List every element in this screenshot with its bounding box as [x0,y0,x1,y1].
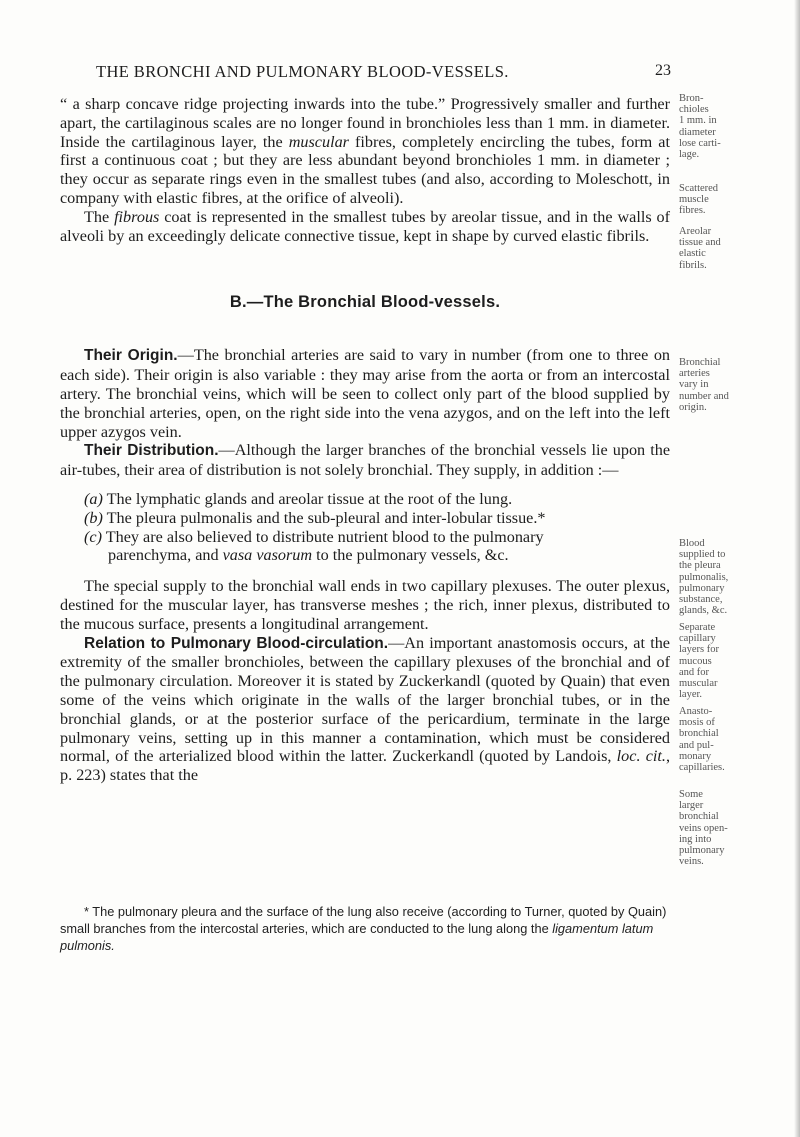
list-item-continuation: parenchyma, and vasa vasorum to the pulmonary vessels, &c. [108,546,509,565]
sidenote-bronchioles: Bron- chioles 1 mm. in diameter lose carti- lage. [679,93,721,161]
paragraph-cartilage: “ a sharp concave ridge projecting inwards into the tube.” Progressively smaller and further apart, the cartilaginous scales are no longer found in bronchioles less than 1 mm. in diameter. Inside the cartilaginous layer, the muscular fibres, completely encircling the tubes, form at first a continuous coat ; but they are less abundant beyond bronchioles 1 mm. in diameter ; they occur as separate rings even in the smallest tubes (and also, according to Moleschott, in company with elastic fibres, at the orifice of alveoli). [60,95,670,207]
paragraph-capillary-plexuses: The special supply to the bronchial wall ends in two capillary plexuses. The outer plexus, destined for the muscular layer, has transverse meshes ; the rich, inner plexus, distributed to the mucous surface, presents a longitudinal arrangement. [60,577,670,633]
sidenote-veins: Some larger bronchial veins open- ing into pulmonary veins. [679,789,728,868]
running-header [0,62,800,86]
sidenote-capillary: Separate capillary layers for mucous and for muscular layer. [679,622,719,701]
paragraph-relation: Relation to Pulmonary Blood-circulation.—An important anastomosis occurs, at the extremity of the smaller bronchioles, between the capillary plexuses of the bronchial and of the pulmonary circulation. Moreover it is stated by Zuckerkandl (quoted by Quain) that even some of the veins which originate in the walls of the larger bronchial tubes, or in the bronchial glands, or at the posterior surface of the pericardium, terminate in the large pulmonary veins, setting up in this manner a contamination, which must be considered normal, of the arterialized blood within the latter. Zuckerkandl (quoted by Landois, loc. cit., p. 223) states that the [60,633,670,785]
list-item: (c) They are also believed to distribute nutrient blood to the pulmonary [84,527,544,546]
paragraph-fibrous-coat: The fibrous coat is represented in the smallest tubes by areolar tissue, and in the walls of alveoli by an exceedingly delicate connective tissue, kept in shape by curved elastic fibrils. [60,207,671,245]
sidenote-anastomosis: Anasto- mosis of bronchial and pul- monary capillaries. [679,706,725,774]
page-number: 23 [655,62,671,79]
list-item: (b) The pleura pulmonalis and the sub-pleural and inter-lobular tissue.* [84,508,546,527]
distribution-heading: Their Distribution. [84,442,219,460]
main-text [60,95,670,785]
paragraph-origin: Their Origin.—The bronchial arteries are said to vary in number (from one to three on each side). Their origin is also variable : they may arise from the aorta or from an intercostal artery. The bronchial veins, which will be seen to collect only part of the blood supplied by the bronchial arteries, open, on the right side into the vena azygos, and on the left into the left upper azygos vein. [60,346,671,441]
running-title: THE BRONCHI AND PULMONARY BLOOD-VESSELS. [96,62,509,81]
section-heading: B.—The Bronchial Blood-vessels. [229,293,501,312]
sidenote-blood: Blood supplied to the pleura pulmonalis, pulmonary substance, glands, &c. [679,538,729,617]
origin-heading: Their Origin. [84,347,178,365]
sidenote-arteries: Bronchial arteries vary in number and origin. [679,357,729,413]
footnote: * The pulmonary pleura and the surface of the lung also receive (according to Turner, quoted by Quain) small branches from the intercostal arteries, which are conducted to the lung along the ligamentum latum pulmonis. [60,904,667,953]
supply-list [60,490,670,565]
relation-heading: Relation to Pulmonary Blood-circulation. [84,634,389,652]
sidenote-muscle: Scattered muscle fibres. [679,183,719,217]
list-item: (a) The lymphatic glands and areolar tissue at the root of the lung. [84,489,513,508]
paragraph-distribution: Their Distribution.—Although the larger branches of the bronchial vessels lie upon the air-tubes, their area of distribution is not solely bronchial. They supply, in addition :— [60,441,670,480]
page-edge-shadow [794,0,800,1137]
sidenote-areolar: Areolar tissue and elastic fibrils. [679,226,721,271]
